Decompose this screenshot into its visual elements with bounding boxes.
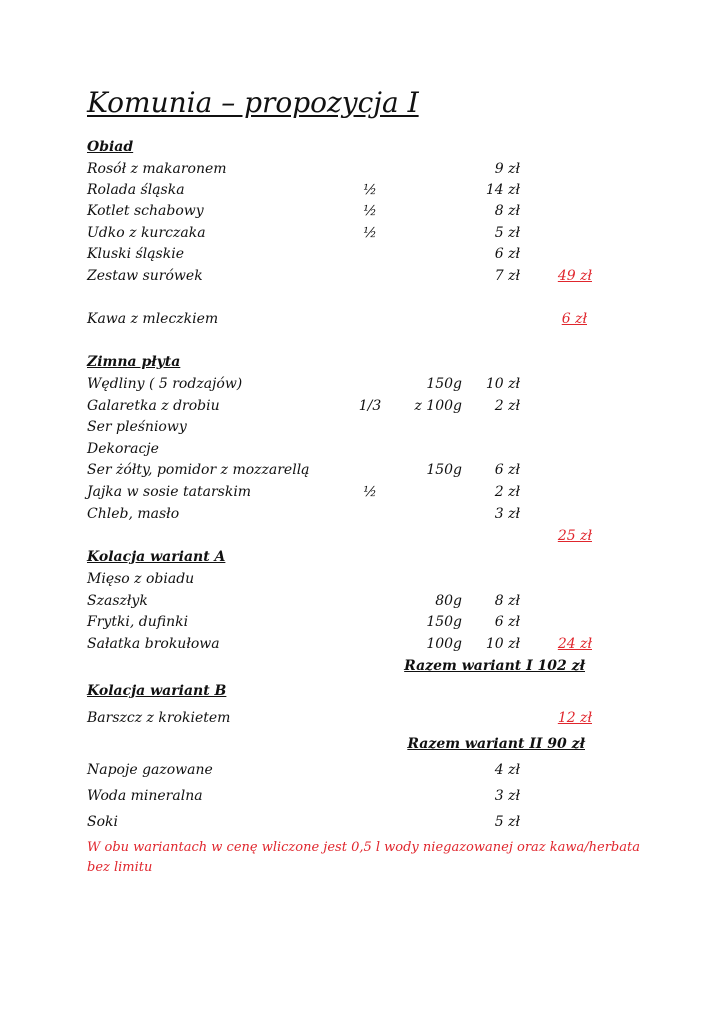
item-price: 2 zł [494, 484, 520, 500]
menu-row [0, 311, 725, 331]
section-total: 25 zł [557, 528, 592, 544]
menu-row [0, 762, 725, 782]
item-name: Galaretka z drobiu [87, 398, 220, 414]
item-portion: ½ [363, 182, 377, 198]
menu-row [0, 506, 725, 526]
menu-row [0, 528, 725, 548]
menu-row [0, 441, 725, 461]
summary-variant-2: Razem wariant II 90 zł [407, 736, 585, 752]
menu-row [0, 203, 725, 223]
section-total: 24 zł [557, 636, 592, 652]
item-name: Kluski śląskie [87, 246, 184, 262]
menu-row [0, 161, 725, 181]
item-portion: ½ [363, 203, 377, 219]
section-total: 6 zł [561, 311, 587, 327]
item-name: Rosół z makaronem [87, 161, 227, 177]
item-weight: 100g [426, 636, 462, 652]
item-price: 5 zł [494, 814, 520, 830]
item-name: Soki [87, 814, 118, 830]
item-portion: ½ [363, 484, 377, 500]
item-price: 5 zł [494, 225, 520, 241]
item-price: 6 zł [494, 614, 520, 630]
item-price: 9 zł [494, 161, 520, 177]
section-header-obiad: Obiad [87, 139, 134, 155]
menu-row [0, 636, 725, 656]
menu-row [0, 814, 725, 834]
item-name: Chleb, masło [87, 506, 180, 522]
item-name: Kawa z mleczkiem [87, 311, 219, 327]
menu-row [0, 614, 725, 634]
item-name: Szaszłyk [87, 593, 148, 609]
item-price: 4 zł [494, 762, 520, 778]
item-name: Barszcz z krokietem [87, 710, 231, 726]
item-name: Ser żółty, pomidor z mozzarellą [87, 462, 310, 478]
item-name: Jajka w sosie tatarskim [87, 484, 252, 500]
item-price: 10 zł [485, 376, 520, 392]
item-name: Dekoracje [87, 441, 159, 457]
item-name: Woda mineralna [87, 788, 203, 804]
footnote: W obu wariantach w cenę wliczone jest 0,5 l wody niegazowanej oraz kawa/herbata bez limitu [87, 840, 640, 875]
section-header-kolacja-a: Kolacja wariant A [87, 549, 226, 565]
section-header-kolacja-b: Kolacja wariant B [87, 683, 227, 699]
item-price: 7 zł [494, 268, 520, 284]
item-name: Mięso z obiadu [87, 571, 195, 587]
item-weight: 150g [426, 462, 462, 478]
item-name: Kotlet schabowy [87, 203, 204, 219]
item-weight: 150g [426, 376, 462, 392]
item-name: Udko z kurczaka [87, 225, 206, 241]
section-total: 49 zł [557, 268, 592, 284]
item-weight: z 100g [414, 398, 462, 414]
page-title: Komunia – propozycja I [87, 86, 419, 119]
menu-row [0, 268, 725, 288]
item-price: 3 zł [494, 788, 520, 804]
menu-row [0, 571, 725, 591]
summary-variant-1: Razem wariant I 102 zł [404, 658, 585, 674]
item-portion: ½ [363, 225, 377, 241]
item-name: Ser pleśniowy [87, 419, 187, 435]
item-price: 8 zł [494, 203, 520, 219]
menu-row [0, 246, 725, 266]
item-price: 14 zł [485, 182, 520, 198]
item-price: 8 zł [494, 593, 520, 609]
item-weight: 80g [435, 593, 462, 609]
item-portion: 1/3 [358, 398, 382, 414]
item-name: Sałatka brokułowa [87, 636, 220, 652]
section-header-zimna-plyta: Zimna płyta [87, 354, 181, 370]
item-weight: 150g [426, 614, 462, 630]
menu-row [0, 419, 725, 439]
menu-row [0, 484, 725, 504]
menu-row [0, 593, 725, 613]
item-name: Wędliny ( 5 rodzajów) [87, 376, 243, 392]
item-price: 10 zł [485, 636, 520, 652]
menu-row [0, 788, 725, 808]
item-price: 2 zł [494, 398, 520, 414]
menu-row [0, 182, 725, 202]
item-price: 6 zł [494, 246, 520, 262]
menu-row [0, 710, 725, 730]
item-name: Napoje gazowane [87, 762, 213, 778]
item-name: Rolada śląska [87, 182, 185, 198]
item-price: 3 zł [494, 506, 520, 522]
menu-row [0, 376, 725, 396]
item-price: 6 zł [494, 462, 520, 478]
item-name: Zestaw surówek [87, 268, 203, 284]
menu-row [0, 398, 725, 418]
menu-row [0, 462, 725, 482]
menu-row [0, 225, 725, 245]
item-name: Frytki, dufinki [87, 614, 189, 630]
section-total: 12 zł [557, 710, 592, 726]
